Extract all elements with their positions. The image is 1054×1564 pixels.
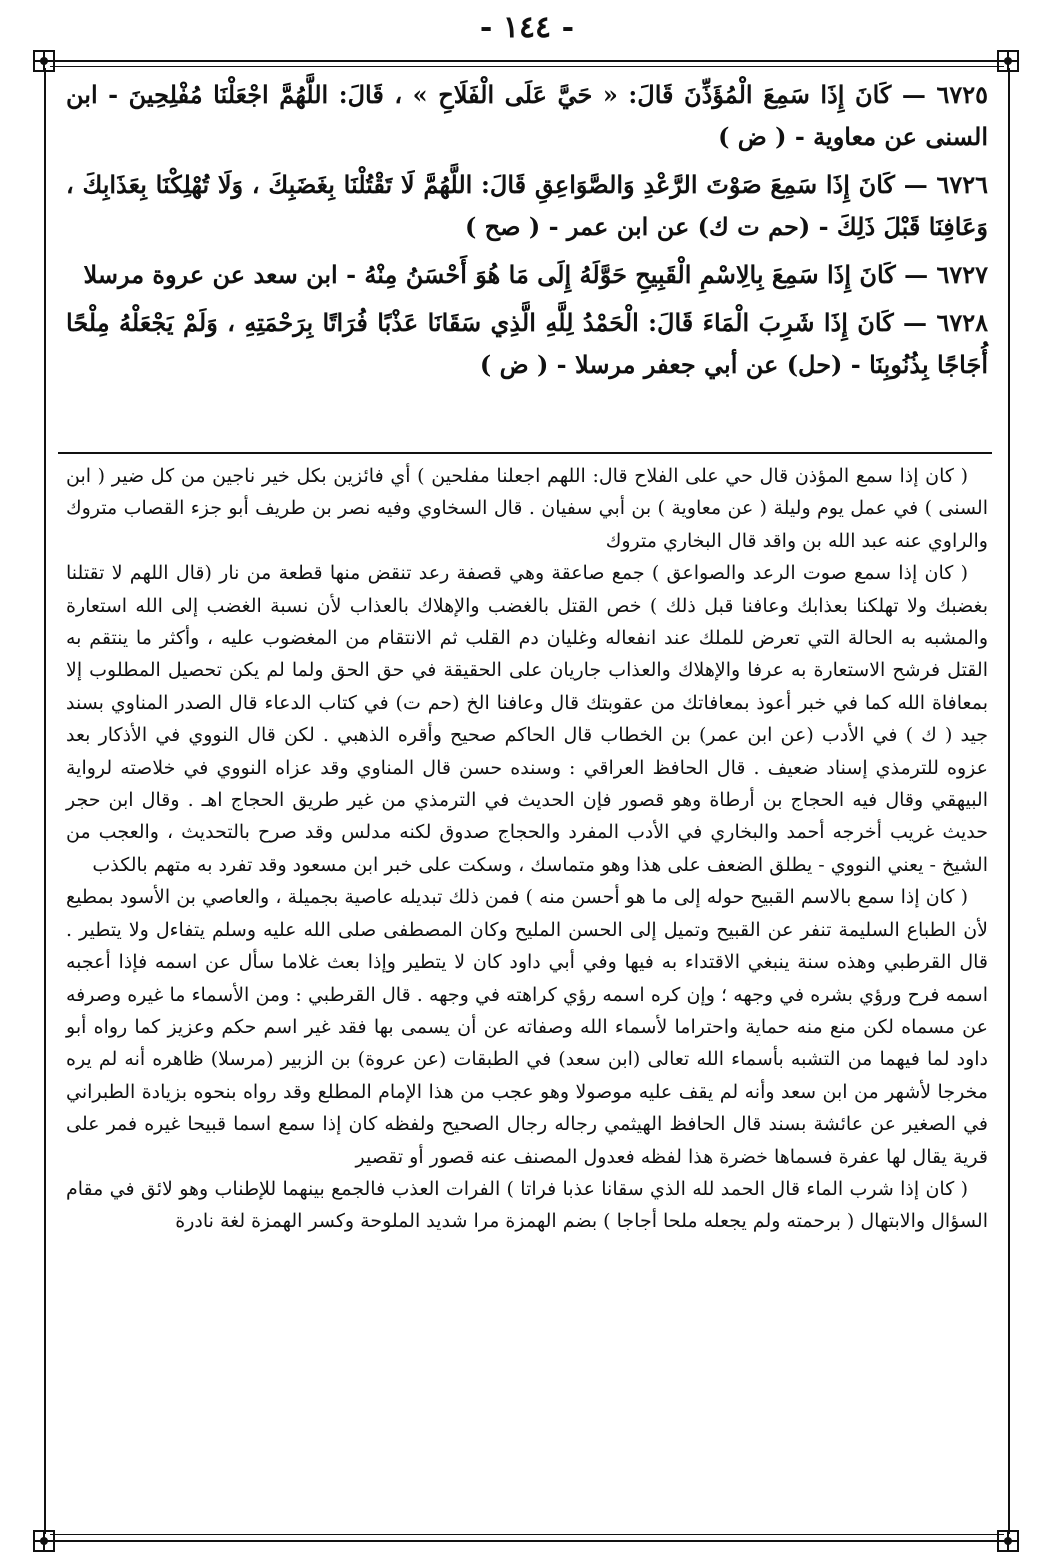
hadith-text: — كَانَ إِذَا سَمِعَ بِالِاسْمِ الْقَبِيحِ حَوَّلَهُ إِلَى مَا هُوَ أَحْسَنُ مِنْهُ - ابن سعد عن عروة مرسلا [83, 260, 929, 289]
frame-left-border [44, 68, 46, 1534]
hadith-number: ٦٧٢٦ [936, 170, 988, 199]
corner-ornament-icon [995, 48, 1021, 74]
frame-bottom-inner [50, 1534, 1004, 1535]
hadith-6725 [66, 74, 988, 158]
frame-top-inner [50, 66, 1004, 67]
hadith-6727 [66, 254, 988, 296]
hadith-6726 [66, 164, 988, 248]
hadith-6728 [66, 302, 988, 386]
commentary-paragraph: ( كان إذا شرب الماء قال الحمد لله الذي سقانا عذبا فراتا ) الفرات العذب فالجمع بينهما للإطناب وهو لائق في مقام السؤال والابتهال ( برحمته ولم يجعله ملحا أجاجا ) بضم الهمزة مرا شديد الملوحة وكسر الهمزة لغة نادرة [66, 1177, 988, 1233]
commentary-paragraph: ( كان إذا سمع صوت الرعد والصواعق ) جمع صاعقة وهي قصفة رعد تنقض منها قطعة من نار (قال اللهم لا تقتلنا بغضبك ولا تهلكنا بعذابك وعافنا قبل ذلك ) خص القتل بالغضب والإهلاك بالعذاب لأن نسبة الغضب إلى الله استعارة والمشبه به الحالة التي تعرض للملك عند انفعاله وغليان دم القلب ثم الانتقام من المغضوب عليه ، وأكثر ما ينتقم به القتل فرشح الاستعارة به عرفا والإهلاك والعذاب جاريان على الحقيقة في حق الحق ولما لم يكن تحصيل المطلوب إلا بمعافاة الله كما في خبر أعوذ بمعافاتك من عقوبتك قال وعافنا الخ (حم ت) في كتاب الدعاء قال الصدر المناوي بسند جيد ( ك ) في الأدب (عن ابن عمر) بن الخطاب قال الحاكم صحيح وأقره الذهبي . لكن قال النووي في الأذكار بعد عزوه للترمذي إسناد ضعيف . قال الحافظ العراقي : وسنده حسن قال المناوي وقد عزاه النووي في خلاصته لرواية البيهقي وقال فيه الحجاج بن أرطاة وهو قصور فإن الحديث في الترمذي من غير طريق الحجاج اهـ . وقال ابن حجر حديث غريب أخرجه أحمد والبخاري في الأدب المفرد والحجاج صدوق لكنه مدلس وقد صرح بالتحديث ، والعجب من الشيخ - يعني النووي - يطلق الضعف على هذا وهو متماسك ، وسكت على خبر ابن مسعود وقد تفرد به متهم بالكذب [66, 562, 988, 876]
commentary-section [66, 460, 988, 1238]
frame-top-border [50, 60, 1004, 62]
frame-bottom-border [50, 1540, 1004, 1542]
frame-right-border [1008, 68, 1010, 1534]
hadith-section [66, 74, 988, 392]
corner-ornament-icon [995, 1528, 1021, 1554]
corner-ornament-icon [31, 1528, 57, 1554]
hadith-text: — كَانَ إِذَا شَرِبَ الْمَاءَ قَالَ: الْحَمْدُ لِلَّهِ الَّذِي سَقَانَا عَذْبًا فُرَاتًا بِرَحْمَتِهِ ، وَلَمْ يَجْعَلْهُ مِلْحًا أُجَاجًا بِذُنُوبِنَا - (حل) عن أبي جعفر مرسلا - ( ض ) [66, 308, 988, 379]
hadith-text: — كَانَ إِذَا سَمِعَ صَوْتَ الرَّعْدِ وَالصَّوَاعِقِ قَالَ: اللَّهُمَّ لَا تَقْتُلْنَا بِغَضَبِكَ ، وَلَا تُهْلِكْنَا بِعَذَابِكَ ، وَعَافِنَا قَبْلَ ذَلِكَ - (حم ت ك) عن ابن عمر - ( صح ) [66, 170, 988, 241]
hadith-number: ٦٧٢٧ [936, 260, 988, 289]
section-divider [58, 452, 992, 454]
commentary-paragraph: ( كان إذا سمع المؤذن قال حي على الفلاح قال: اللهم اجعلنا مفلحين ) أي فائزين بكل خير ناجين من كل ضير ( ابن السنى ) في عمل يوم وليلة ( عن معاوية ) بن أبي سفيان . قال السخاوي وفيه نصر بن طريف أبو جزء القصاب متروك والراوي عنه عبد الله بن واقد قال البخاري متروك [66, 465, 988, 552]
hadith-text: — كَانَ إِذَا سَمِعَ الْمُؤَذِّنَ قَالَ: « حَيَّ عَلَى الْفَلَاحِ » ، قَالَ: اللَّهُمَّ اجْعَلْنَا مُفْلِحِينَ - ابن السنى عن معاوية - ( ض ) [66, 80, 988, 151]
hadith-number: ٦٧٢٨ [936, 308, 989, 337]
commentary-paragraph: ( كان إذا سمع بالاسم القبيح حوله إلى ما هو أحسن منه ) فمن ذلك تبديله عاصية بجميلة ، والعاصي بن الأسود بمطيع لأن الطباع السليمة تنفر عن القبيح وتميل إلى الحسن المليح وكان المصطفى صلى الله عليه وسلم يتفاءل ولا يتطير . قال القرطبي وهذه سنة ينبغي الاقتداء به فيها وفي أبي داود كان لا يتطير وإذا بعث غلاما سأل عن اسمه فإذا أعجبه اسمه فرح ورؤي بشره في وجهه ؛ وإن كره اسمه رؤي كراهته في وجهه . قال القرطبي : ومن الأسماء ما غيره وصرفه عن مسماه لكن منع منه حماية واحتراما لأسماء الله وصفاته عن أن يسمى بها فقد غير اسم حكم وعزيز كما رواه أبو داود لما فيهما من التشبه بأسماء الله تعالى (ابن سعد) في الطبقات (عن عروة) بن الزبير (مرسلا) ظاهره أنه لم يره مخرجا لأشهر من ابن سعد وأنه لم يقف عليه موصولا وهو عجب من هذا الإمام المطلع وقد رواه بنحوه بزيادة الطبراني في الصغير عن عائشة بسند قال الحافظ الهيثمي رجاله رجال الصحيح ولفظه كان إذا سمع اسما قبيحا غيره فمر على قرية يقال لها عفرة فسماها خضرة هذا لفظه فعدول المصنف عنه قصور أو تقصير [66, 886, 989, 1168]
page-number: - ١٤٤ - [479, 10, 575, 45]
hadith-number: ٦٧٢٥ [936, 80, 988, 109]
corner-ornament-icon [31, 48, 57, 74]
